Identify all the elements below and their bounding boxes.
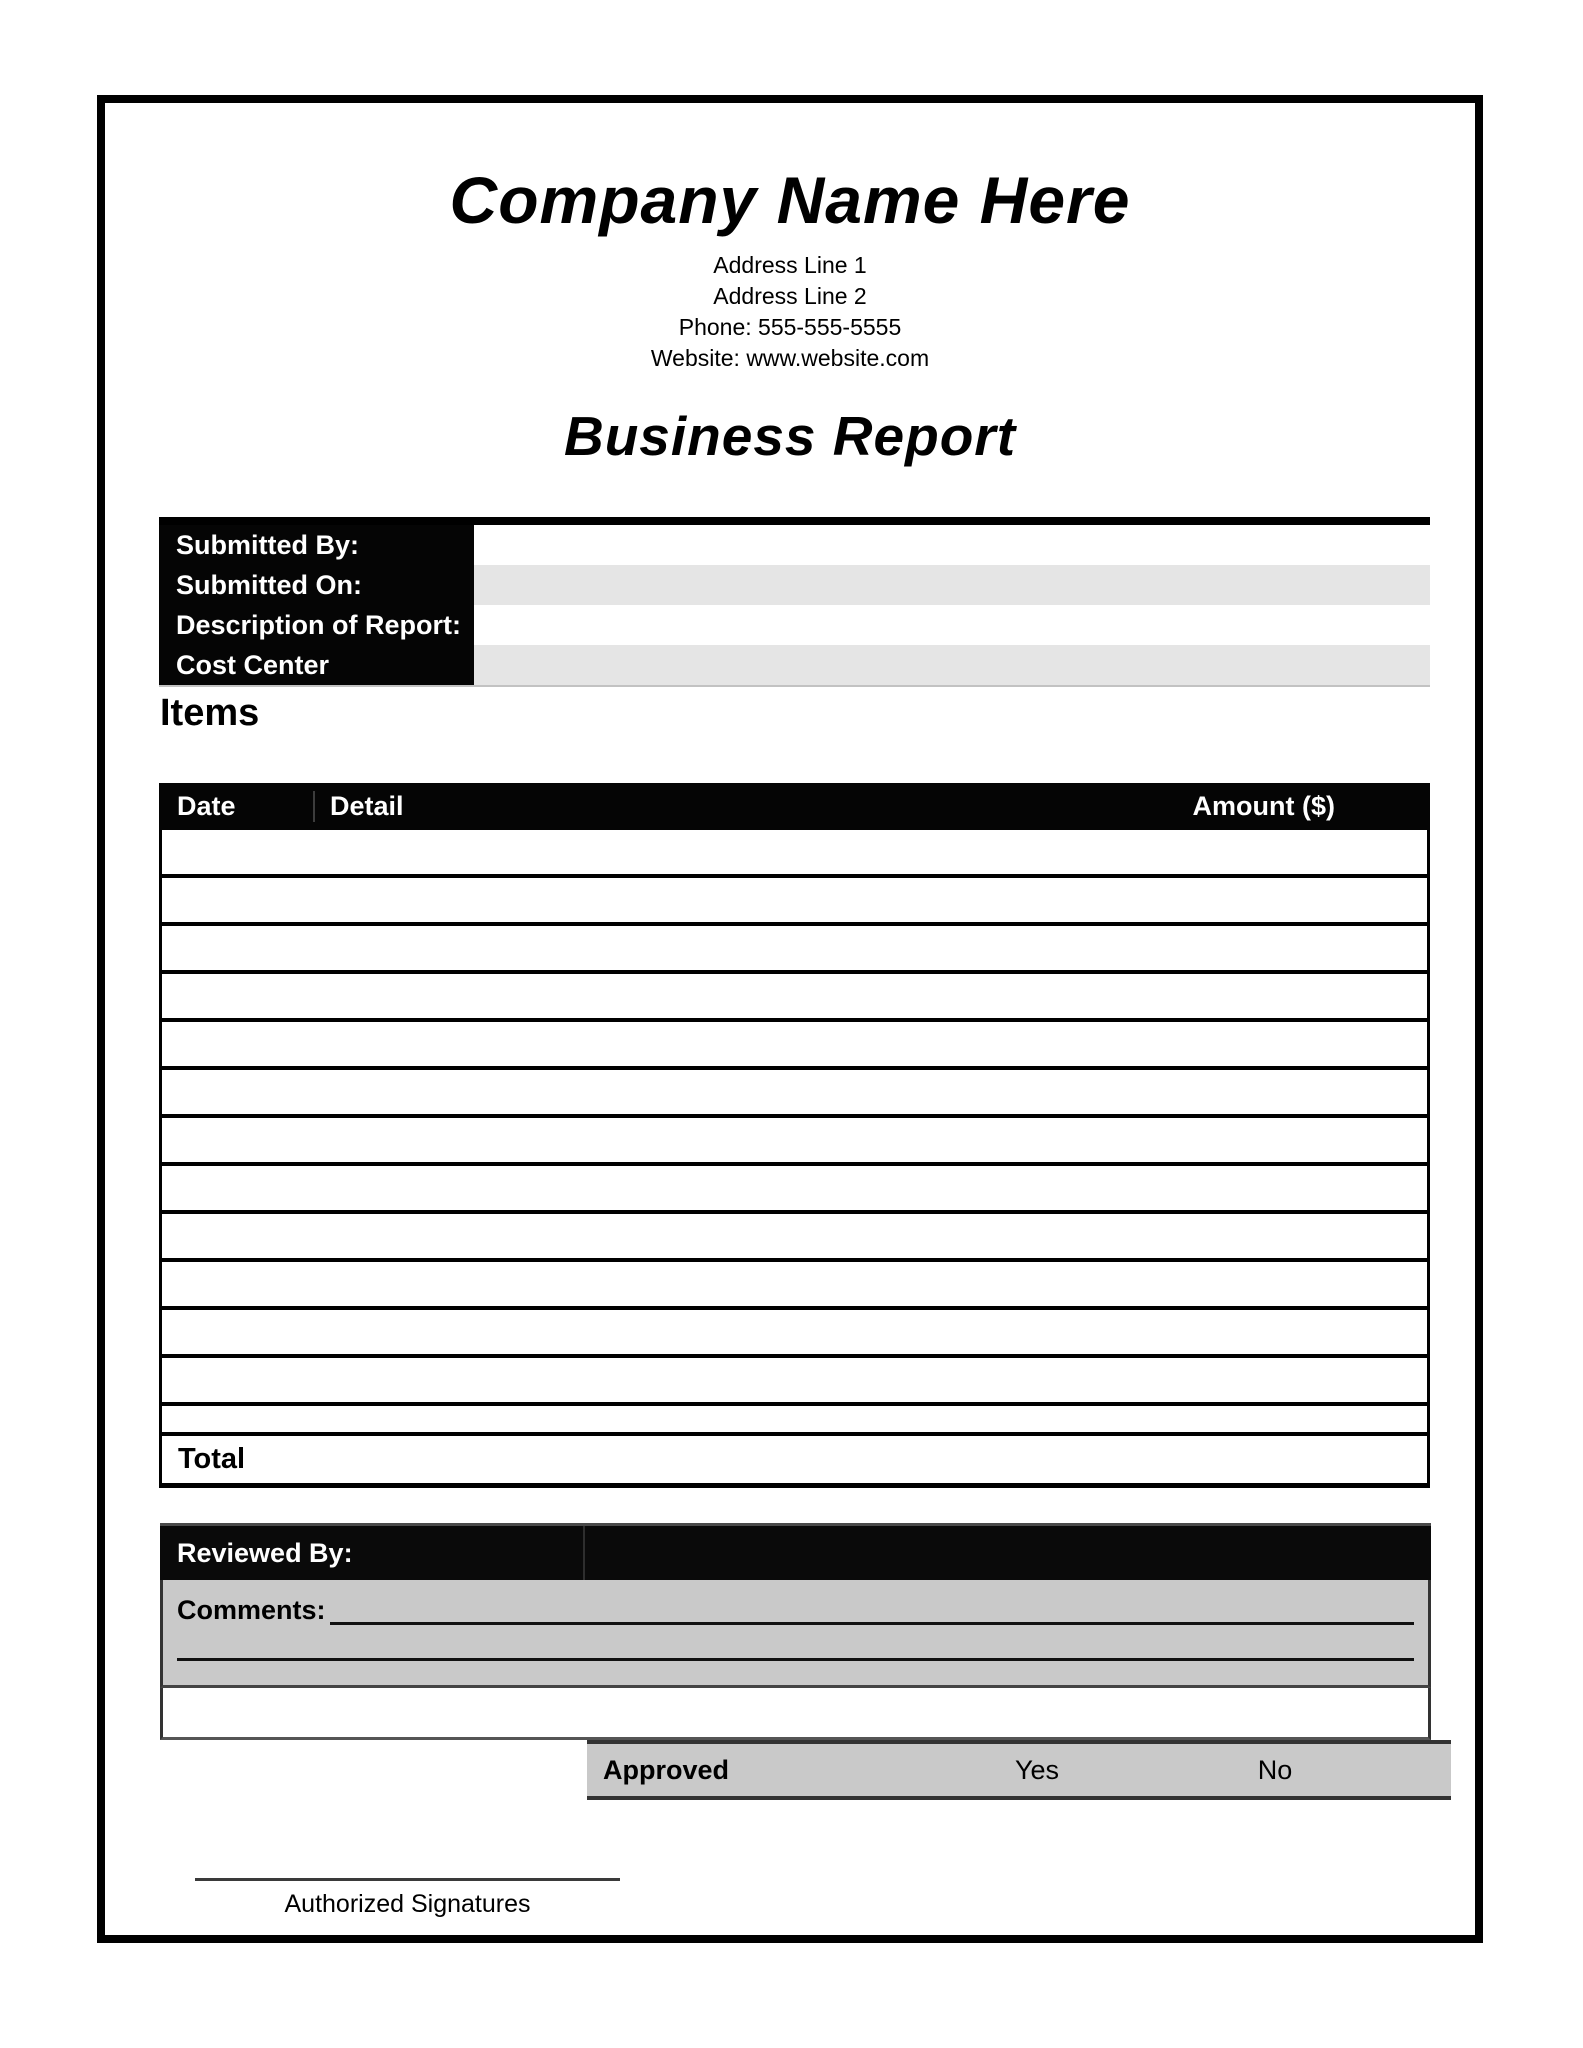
items-section-heading: Items	[160, 692, 260, 734]
review-blank-row[interactable]	[160, 1688, 1431, 1740]
item-row[interactable]	[162, 1022, 1427, 1070]
description-of-report-value[interactable]	[474, 605, 1430, 645]
submission-row	[159, 565, 1430, 605]
approved-label: Approved	[603, 1754, 730, 1785]
comments-write-line-1[interactable]	[330, 1592, 1414, 1625]
comments-label: Comments:	[177, 1595, 326, 1625]
items-table-body	[159, 830, 1430, 1488]
item-row[interactable]	[162, 830, 1427, 878]
submission-info-table	[159, 517, 1430, 687]
approval-bar	[587, 1740, 1451, 1800]
authorized-signatures-label: Authorized Signatures	[284, 1890, 531, 1918]
item-row[interactable]	[162, 878, 1427, 926]
item-row[interactable]	[162, 1214, 1427, 1262]
comments-area	[160, 1580, 1431, 1688]
description-of-report-label: Description of Report:	[159, 605, 474, 645]
item-row-short[interactable]	[162, 1406, 1427, 1436]
address-line-2: Address Line 2	[713, 283, 867, 309]
submitted-on-label: Submitted On:	[159, 565, 474, 605]
comments-write-line-2[interactable]	[177, 1625, 1414, 1661]
items-table-header	[159, 783, 1430, 830]
item-row[interactable]	[162, 1070, 1427, 1118]
submission-row	[159, 605, 1430, 645]
item-row[interactable]	[162, 1262, 1427, 1310]
amount-column-header: Amount ($)	[1192, 791, 1335, 821]
reviewed-by-label: Reviewed By:	[160, 1526, 585, 1580]
comments-row	[177, 1588, 1414, 1625]
cost-center-label: Cost Center	[159, 645, 474, 685]
submission-row	[159, 525, 1430, 565]
total-label: Total	[178, 1443, 246, 1475]
website-line: Website: www.website.com	[650, 345, 930, 371]
submitted-by-value[interactable]	[474, 525, 1430, 565]
approved-yes-option[interactable]: Yes	[1014, 1754, 1060, 1785]
phone-line: Phone: 555-555-5555	[678, 314, 902, 340]
company-address-block	[97, 250, 1483, 374]
approved-no-option[interactable]: No	[1257, 1754, 1293, 1785]
total-row	[162, 1436, 1427, 1483]
review-section	[160, 1523, 1431, 1740]
address-line-1: Address Line 1	[713, 252, 867, 278]
submitted-on-value[interactable]	[474, 565, 1430, 605]
signature-line[interactable]	[195, 1878, 620, 1881]
company-name-title: Company Name Here	[449, 163, 1131, 237]
date-column-header: Date	[159, 791, 315, 822]
item-row[interactable]	[162, 974, 1427, 1022]
items-table	[159, 783, 1430, 1488]
submission-row	[159, 645, 1430, 685]
item-row[interactable]	[162, 1118, 1427, 1166]
item-row[interactable]	[162, 926, 1427, 974]
item-row[interactable]	[162, 1358, 1427, 1406]
detail-column-header: Detail	[330, 791, 404, 821]
item-row[interactable]	[162, 1310, 1427, 1358]
cost-center-value[interactable]	[474, 645, 1430, 685]
item-row[interactable]	[162, 1166, 1427, 1214]
report-title: Business Report	[563, 405, 1017, 467]
review-header-bar	[160, 1523, 1431, 1580]
submitted-by-label: Submitted By:	[159, 525, 474, 565]
reviewed-by-value[interactable]	[585, 1526, 1431, 1580]
